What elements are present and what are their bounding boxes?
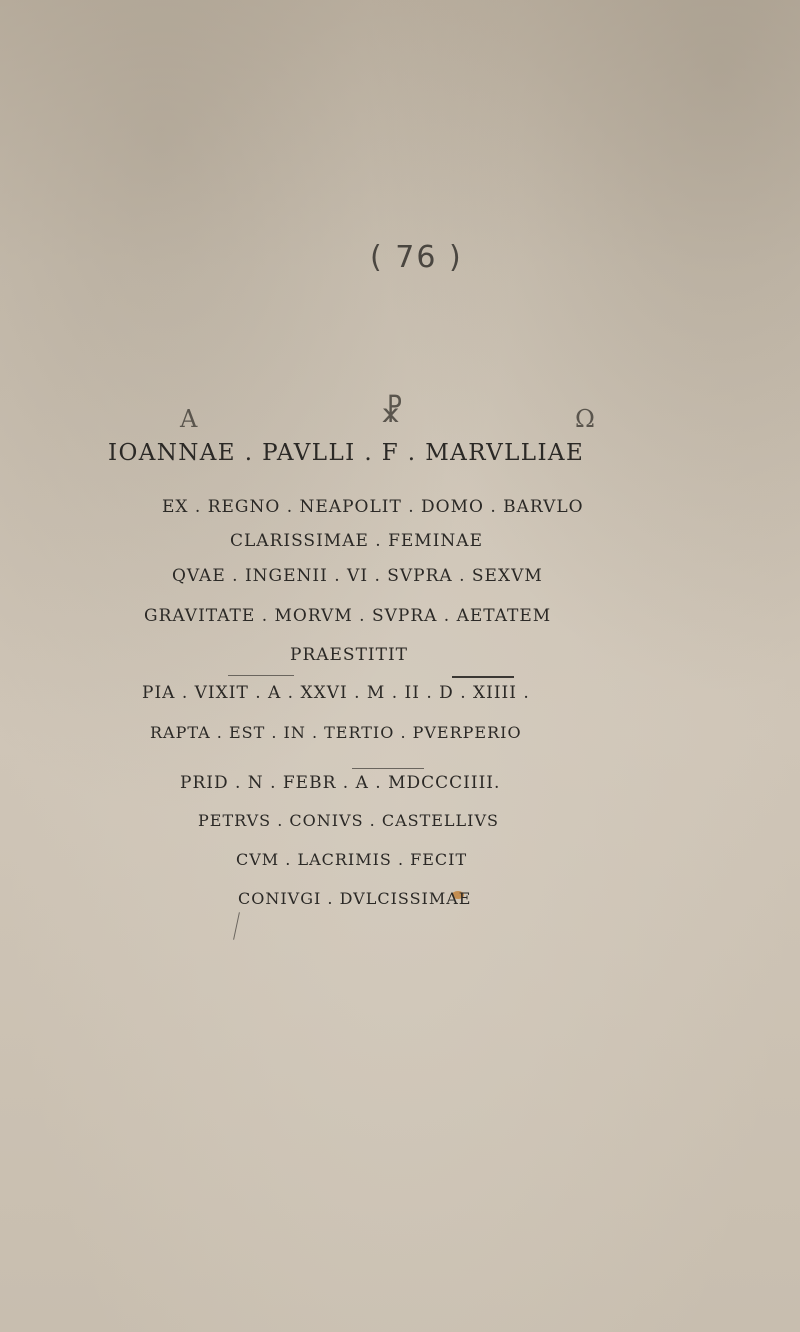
inscription-line-5: GRAVITATE . MORVM . SVPRA . AETATEM [144,606,552,626]
omega-symbol: Ω [575,405,596,433]
inscription-line-7: PIA . VIXIT . A . XXVI . M . II . D . XIIII . [142,683,530,703]
inscription-line-9: PRID . N . FEBR . A . MDCCCIIII. [180,773,501,793]
pencil-mark [233,912,240,940]
inscription-line-12: CONIVGI . DVLCISSIMAE [238,889,472,908]
page-number: ( 76 ) [370,240,463,275]
chi-rho-icon: ☧ [380,395,405,430]
ink-underline [452,676,514,678]
inscription-line-4: QVAE . INGENII . VI . SVPRA . SEXVM [172,566,543,586]
ink-underline [228,675,294,676]
inscription-line-2: EX . REGNO . NEAPOLIT . DOMO . BARVLO [162,497,584,517]
inscription-line-8: RAPTA . EST . IN . TERTIO . PVERPERIO [150,723,522,742]
ink-underline [352,768,424,769]
inscription-line-10: PETRVS . CONIVS . CASTELLIVS [198,811,500,830]
inscription-line-3: CLARISSIMAE . FEMINAE [230,531,483,551]
inscription-line-1: IOANNAE . PAVLLI . F . MARVLLIAE [108,440,585,466]
inscription-line-11: CVM . LACRIMIS . FECIT [236,850,468,869]
inscription-line-6: PRAESTITIT [290,645,409,665]
alpha-symbol: A [180,405,199,433]
